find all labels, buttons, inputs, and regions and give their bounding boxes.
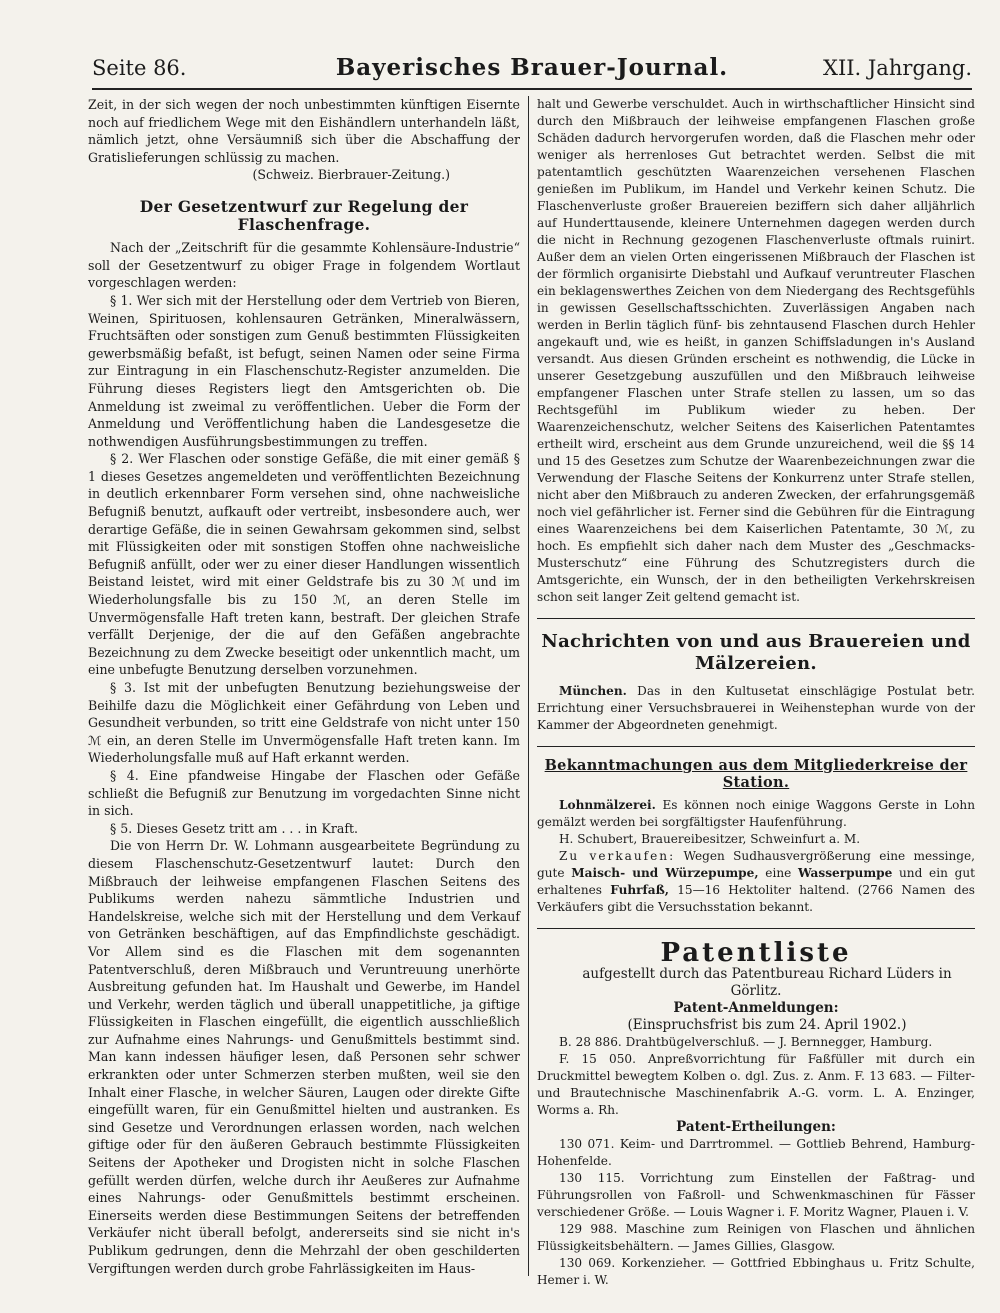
notice-1-signature: H. Schubert, Brauereibesitzer, Schweinfurt a. M. bbox=[559, 832, 861, 846]
application-entry: F. 15 050. Anpreßvorrichtung für Faßfüller mit durch ein Druckmittel bewegtem Kolben o. dgl. Zus. z. Anm. F. 13 683. — Filter- und Brautechnische Maschinenfabrik A.-G. vorm. L. A. Enzinger, Worms a. Rh. bbox=[537, 1052, 975, 1117]
page-number: Seite 86. bbox=[92, 56, 187, 80]
rationale-paragraph: Die von Herrn Dr. W. Lohmann ausgearbeitete Begründung zu diesem Flaschenschutz-Gesetzentwurf lautet: Durch den Mißbrauch der leihweise empfangenen Flaschen Seitens des Publikums werden nahezu sämmtliche Industrien und Handelskreise, welche sich mit der Herstellung und dem Verkauf von Getränken beschäftigen, auf das Empfindlichste geschädigt. Vor Allem sind es die Flaschen mit dem sogenannten Patentverschluß, deren Mißbrauch und Veruntreuung unerhörte Ausbreitung gefunden hat. Im Haushalt und Gewerbe, im Handel und Verkehr, werden täglich und überall unappetitliche, ja giftige Flüssigkeiten in Flaschen eingefüllt, die eigentlich ausschließlich zur Aufnahme eines Nahrungs- und Genußmittels bestimmt sind. Man kann indessen häufiger lesen, daß Personen sehr schwer erkrankten oder unter Schmerzen sterben mußten, weil sie den Inhalt einer Flasche, in welcher Säuren, Laugen oder direkte Gifte eingefüllt waren, für ein Genußmittel hielten und austranken. Es sind Gesetze und Verordnungen erlassen worden, nach welchen giftige oder für den äußeren Gebrauch bestimmte Flüssigkeiten Seitens der Apotheker und Drogisten nicht in solche Flaschen gefüllt werden dürfen, welche durch ihr Aeußeres zur Aufnahme eines Nahrungs- oder Genußmittels bestimmt erscheinen. Einerseits werden diese Bestimmungen Seitens der betreffenden Verkäufer nicht überall befolgt, andererseits sind sie nicht in's Publikum gedrungen, denn die Mehrzahl der oben geschilderten Vergiftungen werden durch grobe Fahrlässigkeiten im Haus- bbox=[88, 838, 520, 1276]
patent-list-title: Patentliste bbox=[660, 938, 852, 968]
applications-heading: Patent-Anmeldungen: bbox=[673, 1000, 839, 1016]
section-5: § 5. Dieses Gesetz tritt am . . . in Kraft. bbox=[110, 820, 358, 836]
section-separator bbox=[537, 746, 975, 747]
notice-2-text: 15—16 Hektoliter haltend. bbox=[677, 883, 850, 897]
notice-heading: Bekanntmachungen aus dem Mitgliederkreise der Station. bbox=[544, 757, 968, 791]
page-header bbox=[92, 54, 972, 90]
patent-list-subtitle: aufgestellt durch das Patentbureau Richard Lüders in Görlitz. bbox=[582, 966, 952, 999]
news-text: Das in den Kultusetat einschlägige Postulat betr. Errichtung einer Versuchsbrauerei in Weihenstephan wurde von der Kammer der Abgeordneten genehmigt. bbox=[537, 684, 975, 732]
journal-title: Bayerisches Brauer-Journal. bbox=[335, 54, 729, 81]
notice-2-item-cask: Fuhrfaß, bbox=[610, 883, 669, 897]
notice-2-item-pump: Maisch- und Würzepumpe, bbox=[571, 866, 759, 880]
column-divider bbox=[528, 96, 529, 1276]
notice-2-text: Wegen Sudhausvergrößerung eine messinge, gute bbox=[537, 849, 975, 880]
article-lead: Nach der „Zeitschrift für die gesammte Kohlensäure-Industrie“ soll der Gesetzentwurf zu obiger Frage in folgendem Wortlaut vorgeschlagen werden: bbox=[88, 240, 520, 291]
applications-note: (Einspruchsfrist bis zum 24. April 1902.) bbox=[627, 1017, 907, 1033]
section-3: § 3. Ist mit der unbefugten Benutzung beziehungsweise der Beihilfe dazu die Möglichkeit einer Gefährdung von Leben und Gesundheit verbunden, so tritt eine Geldstrafe von nicht unter 150 ℳ ein, an deren Stelle im Unvermögensfalle Haft treten kann. Im Wiederholungsfalle muß auf Haft erkannt werden. bbox=[88, 680, 520, 766]
notice-1 bbox=[537, 797, 975, 831]
section-separator bbox=[537, 928, 975, 929]
news-heading: Nachrichten von und aus Brauereien und Mälzereien. bbox=[541, 631, 971, 674]
intro-paragraph: Zeit, in der sich wegen der noch unbestimmten künftigen Eisernte noch auf friedlichem Wege mit den Eishändlern unterhandeln läßt, nämlich jetzt, ohne Versäumniß sich über die Abschaffung der Gratislieferungen schlüssig zu machen. bbox=[88, 97, 520, 165]
notice-2 bbox=[537, 848, 975, 916]
grant-entry: 129 988. Maschine zum Reinigen von Flaschen und ähnlichen Flüssigkeitsbehältern. — James Gillies, Glasgow. bbox=[537, 1222, 975, 1253]
article-heading: Der Gesetzentwurf zur Regelung der Flaschenfrage. bbox=[139, 196, 469, 234]
notice-2-lead: Zu verkaufen: bbox=[559, 849, 676, 863]
application-entry: B. 28 886. Drahtbügelverschluß. — J. Bernnegger, Hamburg. bbox=[559, 1035, 933, 1049]
news-item bbox=[537, 683, 975, 734]
notice-2-text: eine bbox=[765, 866, 792, 880]
left-column bbox=[88, 96, 520, 1277]
notice-1-text: Es können noch einige Waggons Gerste in Lohn gemälzt werden bei sorgfältigster Haufenführung. bbox=[537, 798, 975, 829]
grants-heading: Patent-Ertheilungen: bbox=[676, 1119, 836, 1135]
news-city: München. bbox=[559, 684, 627, 698]
source-citation: (Schweiz. Bierbrauer-Zeitung.) bbox=[252, 167, 450, 183]
section-separator bbox=[537, 618, 975, 619]
section-2: § 2. Wer Flaschen oder sonstige Gefäße, die mit einer gemäß § 1 dieses Gesetzes angemeldeten und veröffentlichten Bezeichnung in deutlich erkennbarer Form versehen sind, ohne nachweisliche Befugniß benutzt, aufkauft oder vertreibt, insbesondere auch, wer derartige Gefäße, die in seinen Gewahrsam gekommen sind, selbst mit Flüssigkeiten oder mit sonstigen Stoffen ohne nachweisliche Befugniß anfüllt, oder wer zu einer dieser Handlungen wissentlich Beistand leistet, wird mit einer Geldstrafe bis zu 30 ℳ und im Wiederholungsfalle bis zu 150 ℳ, an deren Stelle im Unvermögensfalle Haft treten kann, bestraft. Der gleichen Strafe verfällt Derjenige, der die auf den Gefäßen angebrachte Bezeichnung zu dem Zwecke beseitigt oder unkenntlich macht, um eine unbefugte Benutzung derselben vorzunehmen. bbox=[88, 451, 520, 678]
section-4: § 4. Eine pfandweise Hingabe der Flaschen oder Gefäße schließt die Befugniß zur Benutzung im vorgedachten Sinne nicht in sich. bbox=[88, 767, 520, 819]
rationale-continuation: halt und Gewerbe verschuldet. Auch in wirthschaftlicher Hinsicht sind durch den Mißbrauch der leihweise empfangenen Flaschen große Schäden dadurch hervorgerufen worden, daß die Flaschen mehr oder weniger als herrenloses Gut betrachtet werden. Selbst die mit patentamtlich geschützten Waarenzeichen versehenen Flaschen genießen im Publikum, im Handel und Verkehr keinen Schutz. Die Flaschenverluste großer Brauereien beziffern sich daher alljährlich auf Hunderttausende, kleinere Unternehmen dagegen werden durch die nicht in Rechnung gezogenen Flaschenverluste oftmals ruinirt. Außer dem an vielen Orten eingerissenen Mißbrauch der Flaschen ist der förmlich organisirte Diebstahl und Aufkauf veruntreuter Flaschen ein beklagenswerthes Zeichen von dem Niedergang des Rechtsgefühls in gewissen Gesellschaftsschichten. Zuverlässigen Angaben nach werden in Berlin täglich fünf- bis zehntausend Flaschen durch Hehler angekauft und, wie es heißt, in ganzen Schiffsladungen in's Ausland versandt. Aus diesen Gründen erscheint es nothwendig, die Lücke in unserer Gesetzgebung auszufüllen und den Mißbrauch leihweise empfangener Flaschen unter Strafe stellen zu lassen, um so das Rechtsgefühl im Publikum wieder zu heben. Der Waarenzeichenschutz, welcher Seitens des Kaiserlichen Patentamtes ertheilt wird, erscheint aus dem Grunde unzureichend, weil die §§ 14 und 15 des Gesetzes zum Schutze der Waarenbezeichnungen zwar die Verwendung der Flasche Seitens der Konkurrenz unter Strafe stellen, nicht aber den Mißbrauch zu anderen Zwecken, der erfahrungsgemäß noch viel gefährlicher ist. Ferner sind die Gebühren für die Eintragung eines Waarenzeichens bei dem Kaiserlichen Patentamte, 30 ℳ, zu hoch. Es empfiehlt sich daher nach dem Muster des „Geschmacks-Musterschutz“ eine Führung des Schutzregisters durch die Amtsgerichte, ein Wunsch, der in den betheiligten Verkehrskreisen schon seit langer Zeit geltend gemacht ist. bbox=[537, 97, 975, 604]
notice-2-text: und ein gut erhaltenes bbox=[537, 866, 975, 897]
notice-2-ref: (2766 bbox=[857, 883, 894, 897]
section-1: § 1. Wer sich mit der Herstellung oder dem Vertrieb von Bieren, Weinen, Spirituosen, kohlensauren Getränken, Mineralwässern, Fruchtsäften oder sonstigen zum Genuß bestimmten Flüssigkeiten gewerbsmäßig befaßt, ist befugt, seinen Namen oder seine Firma zur Eintragung in ein Flaschenschutz-Register anzumelden. Die Führung dieses Registers liegt den Amtsgerichten ob. Die Anmeldung ist zweimal zu veröffentlichen. Ueber die Form der Anmeldung und Veröffentlichung haben die Landesgesetze die nothwendigen Ausführungsbestimmungen zu treffen. bbox=[88, 292, 520, 449]
notice-1-title: Lohnmälzerei. bbox=[559, 798, 656, 812]
right-column bbox=[537, 96, 975, 1289]
grant-entry: 130 069. Korkenzieher. — Gottfried Ebbinghaus u. Fritz Schulte, Hemer i. W. bbox=[537, 1256, 975, 1287]
volume-label: XII. Jahrgang. bbox=[823, 56, 972, 80]
notice-2-item-waterpump: Wasserpumpe bbox=[798, 866, 893, 880]
grant-entry: 130 115. Vorrichtung zum Einstellen der Faßtrag- und Führungsrollen von Faßroll- und Schwenkmaschinen für Fässer verschiedener Größe. — Louis Wagner i. F. Moritz Wagner, Plauen i. V. bbox=[537, 1171, 975, 1219]
notice-2-tail: Namen des Verkäufers gibt die Versuchsstation bekannt. bbox=[537, 883, 975, 914]
grant-entry: 130 071. Keim- und Darrtrommel. — Gottlieb Behrend, Hamburg-Hohenfelde. bbox=[537, 1137, 975, 1168]
